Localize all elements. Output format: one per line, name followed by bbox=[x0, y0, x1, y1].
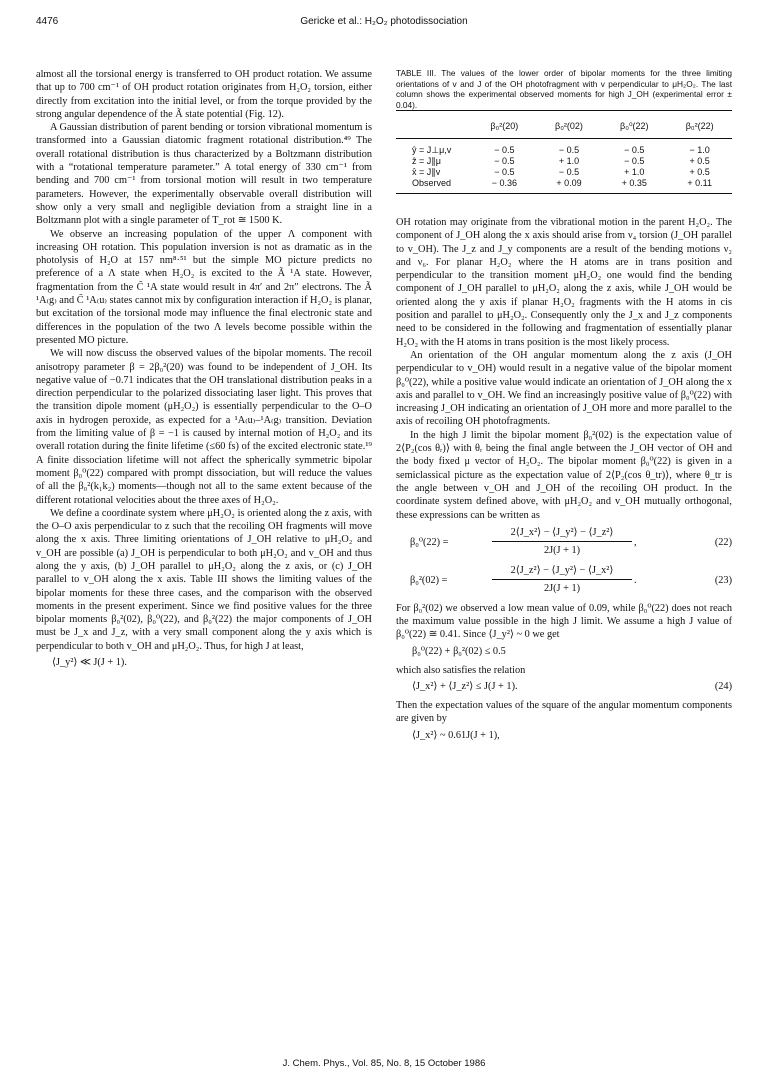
table-cell: − 1.0 bbox=[689, 145, 710, 155]
right-column bbox=[396, 68, 732, 748]
equation-23 bbox=[396, 564, 732, 598]
journal-footer: J. Chem. Phys., Vol. 85, No. 8, 15 October 1986 bbox=[282, 1058, 486, 1069]
row-label: x̂ = J∥v bbox=[412, 167, 441, 177]
table-cell: + 1.0 bbox=[558, 156, 580, 166]
table-caption: TABLE III. The values of the lower order of bipolar moments for the three limiting orientations of v and J of the OH photofragment with v perpendicular to μH₂O₂. The last column shows the experimental observed moments for high J_OH (experimental error ± 0.04). bbox=[396, 68, 732, 110]
table-header-row bbox=[396, 111, 732, 139]
table-header-cell: β₀²(20) bbox=[472, 111, 537, 139]
table-cell: + 1.0 bbox=[624, 167, 645, 177]
left-paragraph-1: almost all the torsional energy is transferred to OH product rotation. We assume that up to 700 cm⁻¹ of OH product rotation originates from H₂O₂ torsion, either directly from excitation into the initial level, or from the torque provided by the strong angular dependence of the Ã state potential (Fig. 12). bbox=[36, 69, 372, 120]
table-row bbox=[396, 167, 732, 178]
table-header-cell: β₀²(02) bbox=[537, 111, 602, 139]
table-cell: + 0.09 bbox=[537, 178, 602, 194]
row-label: Observed bbox=[396, 178, 472, 194]
table-cell: − 0.5 bbox=[494, 167, 515, 177]
equation-jy-inequality bbox=[52, 656, 372, 671]
equation-number: (24) bbox=[714, 681, 732, 693]
table-cell: − 0.36 bbox=[472, 178, 537, 194]
left-paragraph-5: We define a coordinate system where μH₂O₂ is oriented along the z axis, with the O–O axis perpendicular to z such that the recoiling OH fragments will move along the x axis. Three limiting orientations of J_OH relative to μH₂O₂ and v_OH are possible (a) J_OH is perpendicular to both μH₂O₂ and v_OH and thus along the y axis, (b) J_OH parallel to μH₂O₂ along the z axis, or (c) J_OH parallel to v_OH along the x axis. Table III shows the limiting values of the bipolar moments for these three cases, and the comparison with the observed moments in the present experiment. Since we find positive values for the three bipolar moments β₀²(02), β₀⁰(22), and β₀²(22) the major components of J_OH must be J_x and J_z, with a very small component along the y axis which is perpendicular to both v_OH and μH₂O₂. Thus, for high J at least, bbox=[36, 507, 372, 652]
table-row bbox=[396, 178, 732, 194]
equation-22 bbox=[396, 526, 732, 560]
right-paragraph-6: Then the expectation values of the square of the angular momentum components are given by bbox=[396, 700, 732, 725]
row-label: ŷ = J⊥μ,v bbox=[412, 145, 452, 155]
right-paragraph-4: For β₀²(02) we observed a low mean value of 0.09, while β₀⁰(22) does not reach the maximum value possible in the high J limit. We assume a high J value of β₀⁰(22) ≅ 0.41. Since ⟨J_y²⟩ ~ 0 we get bbox=[396, 602, 732, 641]
table-iii bbox=[396, 110, 732, 194]
table-cell: + 0.5 bbox=[689, 167, 710, 177]
table-cell: + 0.5 bbox=[689, 156, 710, 166]
equation-number: (22) bbox=[714, 536, 732, 548]
fraction-bar bbox=[492, 541, 632, 542]
table-row bbox=[396, 139, 732, 157]
equation-text: ⟨J_y²⟩ ≪ J(J + 1). bbox=[52, 657, 127, 669]
right-paragraph-3: In the high J limit the bipolar moment β₀²(02) is the expectation value of 2⟨P₂(cos θᵣ)⟩ with θᵣ being the final angle between the J_OH vector of OH and the body fixed μ vector of H₂O₂. The bipolar moment β₀⁰(22) is given in a semiclassical picture as the expectation value of 2⟨P₂(cos θ_tr)⟩, where θ_tr is the angle between v_OH and J_OH of the recoiling OH product. In the coordinate system defined above, with μH₂O₂ and v_OH mutually orthogonal, these expressions can be written as bbox=[396, 429, 732, 521]
equation-text: ⟨J_x²⟩ + ⟨J_z²⟩ ≤ J(J + 1). bbox=[412, 681, 518, 693]
table-cell: − 0.5 bbox=[624, 156, 645, 166]
table-cell: − 0.5 bbox=[558, 145, 580, 155]
table-cell: + 0.35 bbox=[601, 178, 667, 194]
row-label: ẑ = J∥μ bbox=[412, 156, 441, 166]
equation-punctuation: . bbox=[634, 574, 637, 586]
equation-lhs: β₀²(02) = bbox=[410, 574, 448, 586]
left-paragraph-4: We will now discuss the observed values of the bipolar moments. The recoil anisotropy parameter β = 2β₀²(20) was found to be independent of J_OH. Its negative value of −0.71 indicates that the OH translational distribution peaks in a direction perpendicular to the polarized dissociating laser light. This proves that the transition dipole moment (μH₂O₂) is essentially perpendicular to the O–O axis in hydrogen peroxide, as expected for a ¹A₍u₎–¹A₍g₎ transition. Deviation from the limiting value of β = −1 is caused by internal motion of H₂O₂ and its overall rotation during the finite lifetime (≤60 fs) of the excited electronic state.¹⁹ A finite dissociation lifetime will not affect the spherically symmetric bipolar moment β₀⁰(22) compared with prompt dissociation, but will reduce the values of all the β₀²(k₁k₂) moments—though not all to the same extent because of the different rotational velocities about the three axes of H₂O₂. bbox=[36, 348, 372, 506]
table-header-cell: β₀²(22) bbox=[667, 111, 732, 139]
page-number: 4476 bbox=[36, 16, 59, 27]
left-paragraph-2: A Gaussian distribution of parent bending or torsion vibrational momentum is transformed into a Gaussian diatomic fragment rotational distribution.⁴⁹ The overall rotational distribution is thus characterized by a Boltzmann distribution with a “rotational temperature parameter.” A total energy of 330 cm⁻¹ from bending and 700 cm⁻¹ from torsional motion will result in two temperature parameters. However, the experimentally observable overall distribution will show only a very small and negligible deviation from a straight line in a Boltzmann plot with a single parameter of T_rot ≅ 1500 K. bbox=[36, 122, 372, 227]
left-paragraph-3: We observe an increasing population of the upper Λ component with increasing OH rotation. This population inversion is not as dramatic as in the photolysis of H₂O at 157 nm⁸·⁵¹ but the simple MO picture predicts no preference of a Λ state when H₂O₂ is excited to the Ã ¹A state. However, fragmentation from the C̃ ¹A state would result in 4π′ and 2π″ electrons. The Ã ¹A₍g₎ and C̃ ¹A₍u₎ states cannot mix by configuration interaction if H₂O₂ is planar, but excitation of the torsional mode may influence the final electronic state and differences in the population of the two Λ levels become possible within the presented MO picture. bbox=[36, 228, 372, 346]
table-cell: − 0.5 bbox=[494, 145, 515, 155]
right-paragraph-1: OH rotation may originate from the vibrational motion in the parent H₂O₂. The component of J_OH along the x axis should arise from ν₄ torsion (J_OH parallel to v_OH). The J_z and J_y components are a result of the bending motions ν₂ and ν₆. For planar H₂O₂ where the H atoms are in trans position and perpendicular to the transition moment μH₂O₂ one would find the bending component of J_OH parallel to μH₂O₂ along the z axis, while J_OH would be oriented along the y axis if planar H₂O₂ fragments with the H atoms in cis position and parallel to μH₂O₂. Consequently only the J_x and J_z components need to be considered in the following and fragmentation of essentially planar H₂O₂ with the H atoms in trans position is the most likely process. bbox=[396, 217, 732, 348]
equation-denominator: 2J(J + 1) bbox=[543, 582, 581, 594]
equation-number: (23) bbox=[714, 574, 732, 586]
running-head: Gericke et al.: H₂O₂ photodissociation bbox=[300, 16, 468, 27]
table-cell: − 0.5 bbox=[494, 156, 515, 166]
fraction-bar bbox=[492, 579, 632, 580]
equation-jx-expectation bbox=[412, 729, 732, 744]
equation-denominator: 2J(J + 1) bbox=[543, 544, 581, 556]
table-cell: + 0.11 bbox=[667, 178, 732, 194]
equation-24 bbox=[412, 680, 732, 695]
equation-moment-sum bbox=[412, 645, 732, 660]
table-header-cell bbox=[396, 111, 472, 139]
table-cell: − 0.5 bbox=[624, 145, 645, 155]
table-row bbox=[396, 156, 732, 167]
table-header-cell: β₀⁰(22) bbox=[601, 111, 667, 139]
equation-numerator: 2⟨J_z²⟩ − ⟨J_y²⟩ − ⟨J_x²⟩ bbox=[510, 564, 614, 576]
page-header bbox=[36, 16, 732, 34]
table-cell: − 0.5 bbox=[558, 167, 580, 177]
equation-punctuation: , bbox=[634, 536, 637, 548]
equation-numerator: 2⟨J_x²⟩ − ⟨J_y²⟩ − ⟨J_z²⟩ bbox=[510, 526, 614, 538]
equation-lhs: β₀⁰(22) = bbox=[410, 536, 449, 548]
right-paragraph-5: which also satisfies the relation bbox=[396, 664, 526, 676]
left-column bbox=[36, 68, 372, 675]
equation-text: ⟨J_x²⟩ ~ 0.61J(J + 1), bbox=[412, 729, 500, 741]
right-paragraph-2: An orientation of the OH angular momentum along the z axis (J_OH perpendicular to v_OH) would result in a negative value of the bipolar moment β₀⁰(22), while a positive value would indicate an orientation of J_OH along the x axis and parallel to v_OH. We find an increasingly positive value of β₀⁰(22) with increasing J_OH indicating an orientation of J_OH more and more parallel to the axis of recoiling OH photofragments. bbox=[396, 349, 732, 428]
equation-text: β₀⁰(22) + β₀²(02) ≤ 0.5 bbox=[412, 645, 506, 657]
